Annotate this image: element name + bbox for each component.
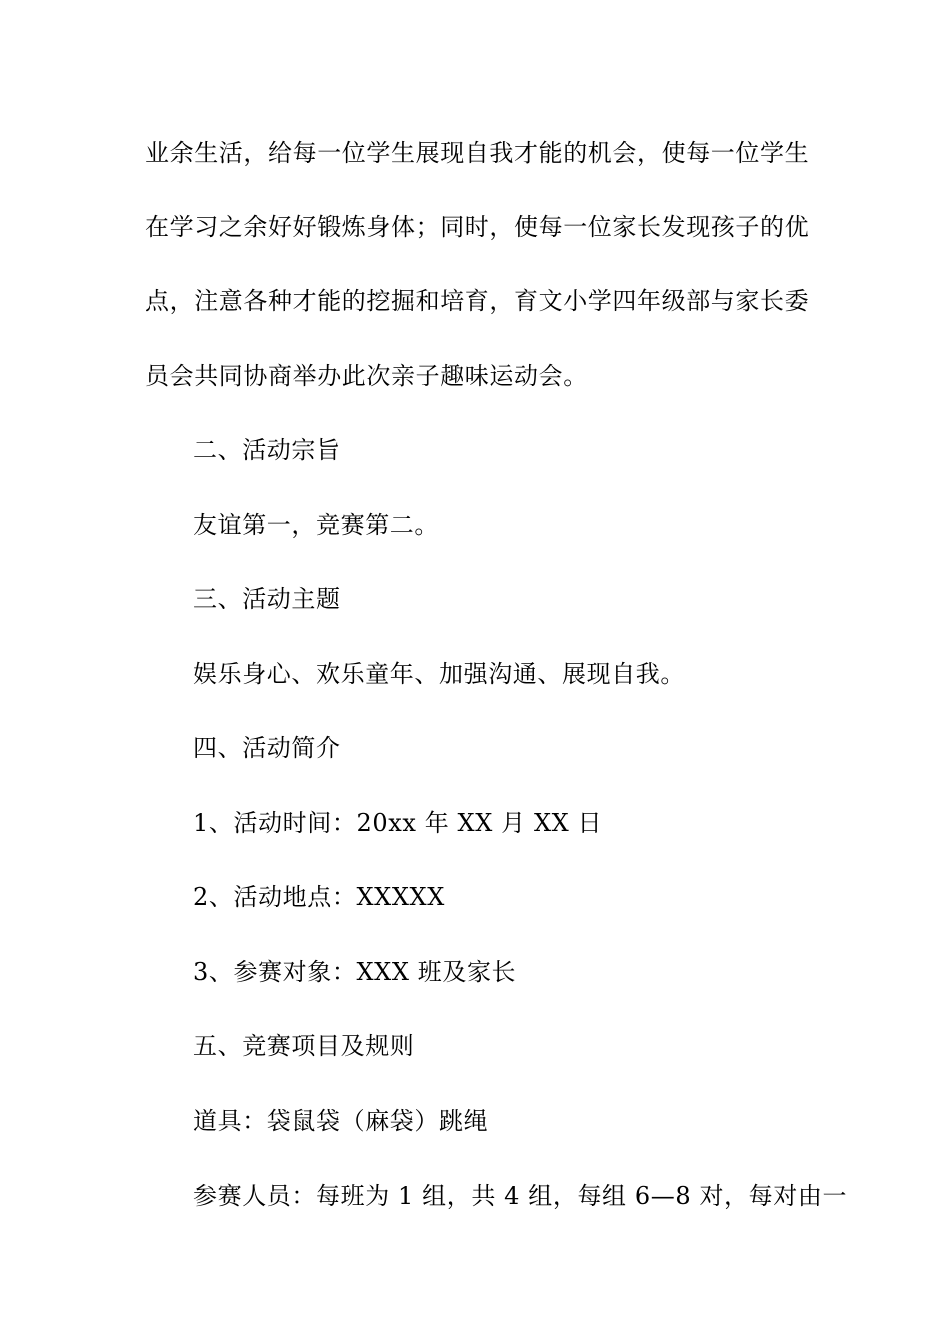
- participants: 3、参赛对象：XXX 班及家长: [193, 958, 517, 986]
- team-rules-text: 参赛人员：每班为 1 组，共 4 组，每组 6—8 对，每对由一: [193, 1182, 848, 1210]
- activity-time: 1、活动时间：20xx 年 XX 月 XX 日: [193, 809, 603, 837]
- paragraph-line-3: 点，注意各种才能的挖掘和培育，育文小学四年级部与家长委: [145, 287, 810, 315]
- theme-text: 娱乐身心、欢乐童年、加强沟通、展现自我。: [193, 660, 685, 688]
- section-heading-theme: 三、活动主题: [193, 585, 341, 613]
- paragraph-line-1: 业余生活，给每一位学生展现自我才能的机会，使每一位学生: [145, 139, 810, 167]
- purpose-text: 友谊第一，竞赛第二。: [193, 511, 439, 539]
- activity-location: 2、活动地点：XXXXX: [193, 883, 445, 911]
- paragraph-line-2: 在学习之余好好锻炼身体；同时，使每一位家长发现孩子的优: [145, 213, 810, 241]
- section-heading-purpose: 二、活动宗旨: [193, 436, 341, 464]
- equipment-text: 道具：袋鼠袋（麻袋）跳绳: [193, 1107, 489, 1135]
- section-heading-events: 五、竞赛项目及规则: [193, 1032, 415, 1060]
- section-heading-introduction: 四、活动简介: [193, 734, 341, 762]
- paragraph-line-4: 员会共同协商举办此次亲子趣味运动会。: [145, 362, 588, 390]
